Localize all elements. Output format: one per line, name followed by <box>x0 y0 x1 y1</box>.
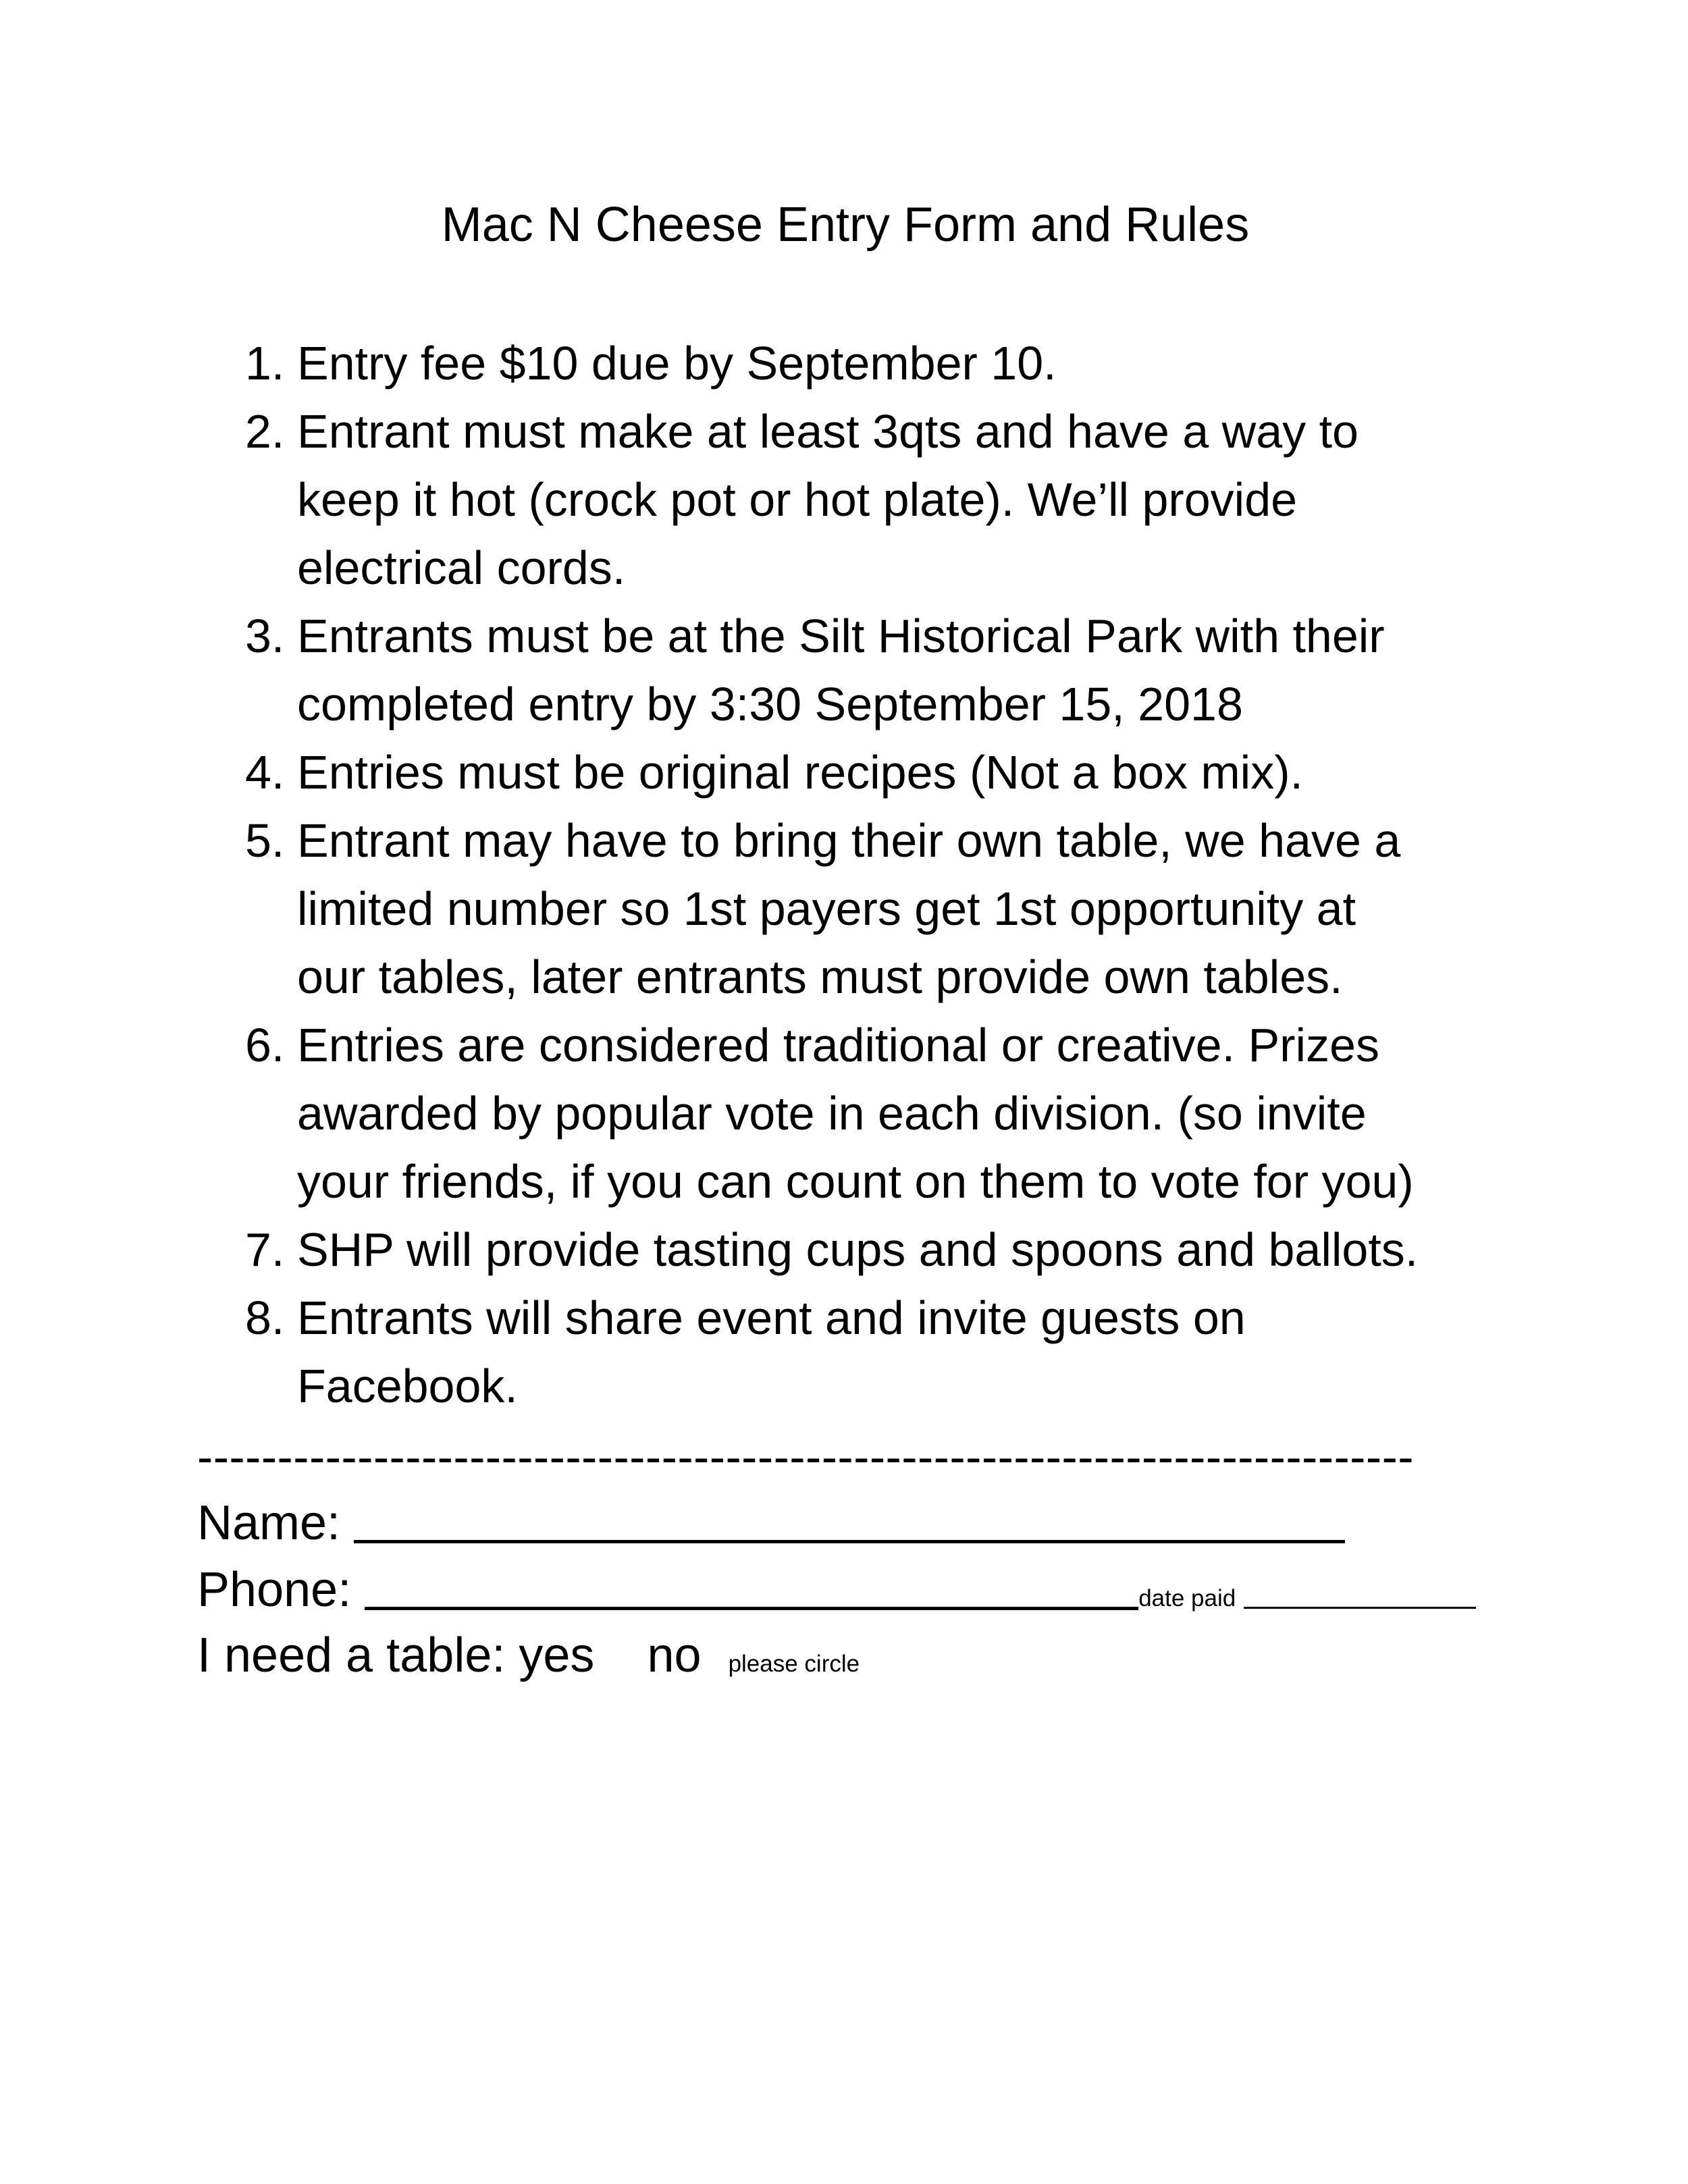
rule-text-line: completed entry by 3:30 September 15, 2018 <box>297 678 1243 730</box>
date-paid-field[interactable] <box>1244 1587 1476 1609</box>
rule-number: 1. <box>245 337 285 390</box>
phone-label: Phone: <box>197 1563 352 1617</box>
rule-text-line: Facebook. <box>297 1360 518 1412</box>
rule-text-line: SHP will provide tasting cups and spoons and ballots. <box>297 1223 1419 1276</box>
rule-text-line: limited number so 1st payers get 1st opportunity at <box>297 882 1356 935</box>
rule-number: 6. <box>245 1019 285 1071</box>
rule-number: 3. <box>245 610 285 662</box>
document-title: Mac N Cheese Entry Form and Rules <box>441 198 1250 252</box>
name-row <box>197 1489 1345 1557</box>
rule-text-line: Entrant may have to bring their own table, we have a <box>297 814 1401 867</box>
rule-item <box>230 1011 1512 1216</box>
rule-item <box>230 1216 1512 1284</box>
option-no[interactable]: no <box>647 1628 702 1682</box>
rule-text-line: awarded by popular vote in each division. (so invite <box>297 1087 1367 1140</box>
rule-item <box>230 739 1512 807</box>
rule-item <box>230 807 1512 1011</box>
rule-item <box>230 1284 1512 1420</box>
rule-text-line: keep it hot (crock pot or hot plate). We’ll provide <box>297 473 1298 526</box>
option-yes[interactable]: yes <box>519 1628 595 1682</box>
name-label: Name: <box>197 1496 341 1550</box>
table-request-row <box>197 1622 860 1698</box>
cut-line-divider: ---------------------------------------------------------------------------- <box>197 1431 1415 1483</box>
rule-number: 8. <box>245 1291 285 1344</box>
rule-number: 5. <box>245 814 285 867</box>
circle-instruction: please circle <box>728 1651 860 1677</box>
rule-text-line: Entrant must make at least 3qts and have a way to <box>297 405 1359 458</box>
phone-row <box>197 1555 1476 1632</box>
rule-text-line: Entries must be original recipes (Not a box mix). <box>297 746 1303 799</box>
name-field[interactable] <box>354 1493 1345 1543</box>
rules-list <box>230 329 1512 1420</box>
rule-text-line: Entrants will share event and invite guests on <box>297 1291 1246 1344</box>
rule-item <box>230 329 1512 398</box>
rule-number: 2. <box>245 405 285 458</box>
date-paid-label: date paid <box>1138 1585 1236 1612</box>
rule-item <box>230 602 1512 739</box>
rule-text-line: electrical cords. <box>297 541 626 594</box>
phone-field[interactable] <box>365 1560 1138 1610</box>
rule-item <box>230 398 1512 602</box>
rule-text-line: your friends, if you can count on them to vote for you) <box>297 1155 1414 1208</box>
rule-text-line: Entries are considered traditional or creative. Prizes <box>297 1019 1379 1071</box>
rule-text-line: our tables, later entrants must provide own tables. <box>297 951 1343 1003</box>
rule-text-line: Entry fee $10 due by September 10. <box>297 337 1057 390</box>
rule-text-line: Entrants must be at the Silt Historical Park with their <box>297 610 1385 662</box>
rule-number: 7. <box>245 1223 285 1276</box>
table-label: I need a table: <box>197 1628 506 1682</box>
rule-number: 4. <box>245 746 285 799</box>
